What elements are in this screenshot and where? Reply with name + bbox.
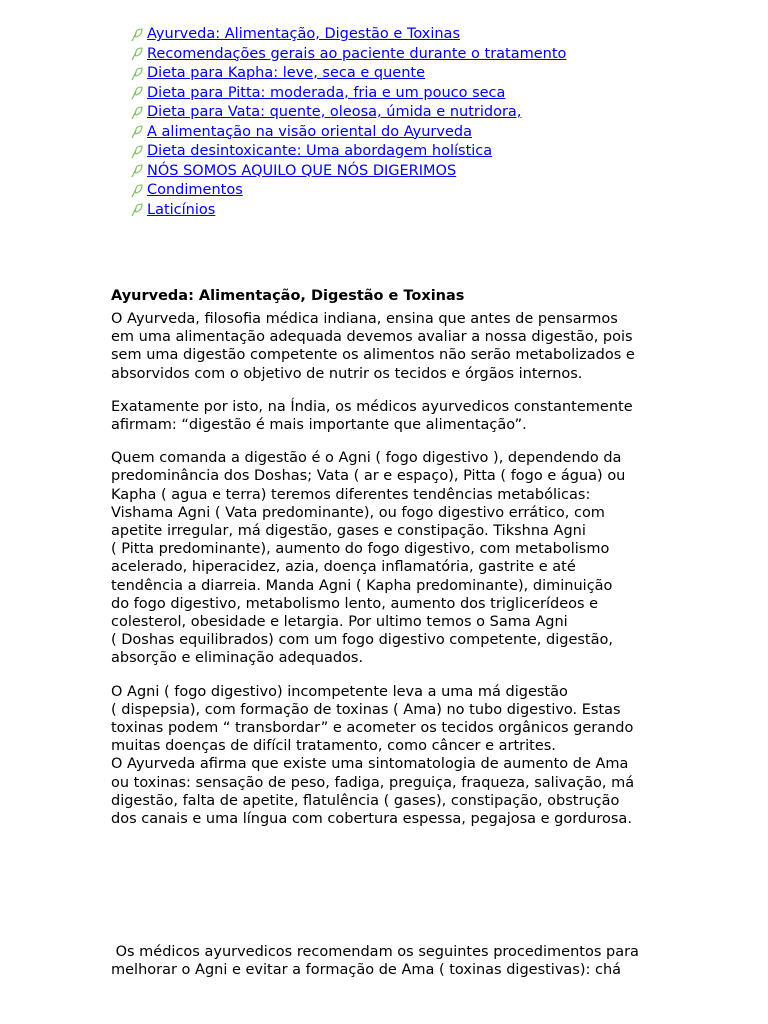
toc-item <box>130 64 566 84</box>
toc-link[interactable]: Condimentos <box>147 182 243 198</box>
text-line: Vishama Agni ( Vata predominante), ou fogo digestivo errático, com <box>111 504 605 521</box>
text-line: sem uma digestão competente os alimentos não serão metabolizados e <box>111 347 635 364</box>
toc-link[interactable]: Dieta para Kapha: leve, seca e quente <box>147 65 426 81</box>
toc-link[interactable]: Dieta para Vata: quente, oleosa, úmida e nutridora, <box>147 104 522 120</box>
text-line: toxinas podem “ transbordar” e acometer os tecidos orgânicos gerando <box>111 720 634 737</box>
text-line: melhorar o Agni e evitar a formação de Ama ( toxinas digestivas): chá <box>111 962 622 979</box>
toc-link[interactable]: Recomendações gerais ao paciente durante o tratamento <box>147 45 567 62</box>
article <box>111 287 681 843</box>
text-line: Kapha ( agua e terra) teremos diferentes tendências metabólicas: <box>111 486 591 503</box>
text-line: predominância dos Doshas; Vata ( ar e espaço), Pitta ( fogo e água) ou <box>111 468 626 485</box>
article-title: Ayurveda: Alimentação, Digestão e Toxinas <box>111 288 465 304</box>
leaf-icon <box>130 106 143 120</box>
text-line: O Ayurveda, filosofia médica indiana, ensina que antes de pensarmos <box>111 311 618 327</box>
toc-item <box>130 142 566 162</box>
paragraph-agni-types <box>111 449 681 667</box>
leaf-icon <box>130 86 143 100</box>
text-line: Quem comanda a digestão é o Agni ( fogo digestivo ), dependendo da <box>111 450 622 467</box>
text-line: ( Doshas equilibrados) com um fogo digestivo competente, digestão, <box>111 632 613 649</box>
paragraph-intro <box>111 310 681 383</box>
text-line: O Ayurveda afirma que existe uma sintomatologia de aumento de Ama <box>111 756 629 773</box>
table-of-contents <box>130 25 566 220</box>
toc-link[interactable]: Dieta desintoxicante: Uma abordagem holística <box>147 143 493 159</box>
leaf-icon <box>130 203 143 217</box>
toc-item <box>130 181 566 201</box>
leaf-icon <box>130 47 143 61</box>
text-line: absorvidos com o objetivo de nutrir os tecidos e órgãos internos. <box>111 365 583 382</box>
paragraph-recommendations <box>111 943 681 979</box>
text-line: Os médicos ayurvedicos recomendam os seguintes procedimentos para <box>111 944 639 960</box>
text-line: em uma alimentação adequada devemos avaliar a nossa digestão, pois <box>111 329 633 346</box>
leaf-icon <box>130 67 143 81</box>
text-line: ( dispepsia), com formação de toxinas ( Ama) no tubo digestivo. Estas <box>111 701 621 718</box>
text-line: O Agni ( fogo digestivo) incompetente leva a uma má digestão <box>111 683 568 700</box>
text-line: afirmam: “digestão é mais importante que alimentação”. <box>111 417 527 434</box>
toc-item <box>130 103 566 123</box>
leaf-icon <box>130 145 143 159</box>
toc-item <box>130 45 566 65</box>
leaf-icon <box>130 125 143 139</box>
text-line: colesterol, obesidade e letargia. Por ultimo temos o Sama Agni <box>111 614 568 631</box>
toc-link[interactable]: Laticínios <box>147 201 216 218</box>
text-line: digestão, falta de apetite, flatulência ( gases), constipação, obstrução <box>111 792 620 809</box>
paragraph-symptoms <box>111 755 681 828</box>
toc-link[interactable]: Dieta para Pitta: moderada, fria e um pouco seca <box>147 84 506 101</box>
text-line: do fogo digestivo, metabolismo lento, aumento dos triglicerídeos e <box>111 595 599 612</box>
text-line: dos canais e uma língua com cobertura espessa, pegajosa e gordurosa. <box>111 811 632 828</box>
toc-link[interactable]: A alimentação na visão oriental do Ayurveda <box>147 123 472 140</box>
text-line: acelerado, hiperacidez, azia, doença inflamatória, gastrite e até <box>111 559 576 576</box>
leaf-icon <box>130 184 143 198</box>
paragraph-toxins <box>111 683 681 756</box>
paragraph-digestion-quote <box>111 398 681 434</box>
toc-link[interactable]: Ayurveda: Alimentação, Digestão e Toxinas <box>147 26 460 42</box>
text-line: ( Pitta predominante), aumento do fogo digestivo, com metabolismo <box>111 541 610 558</box>
toc-item <box>130 162 566 182</box>
leaf-icon <box>130 164 143 178</box>
toc-link[interactable]: NÓS SOMOS AQUILO QUE NÓS DIGERIMOS <box>147 162 457 179</box>
text-line: muitas doenças de difícil tratamento, como câncer e artrites. <box>111 738 556 755</box>
text-line: ou toxinas: sensação de peso, fadiga, preguiça, fraqueza, salivação, má <box>111 774 635 791</box>
leaf-icon <box>130 28 143 42</box>
toc-item <box>130 201 566 221</box>
toc-item <box>130 123 566 143</box>
text-line: Exatamente por isto, na Índia, os médicos ayurvedicos constantemente <box>111 398 633 415</box>
text-line: tendência a diarreia. Manda Agni ( Kapha predominante), diminuição <box>111 577 613 594</box>
toc-item <box>130 25 566 45</box>
text-line: absorção e eliminação adequados. <box>111 650 364 667</box>
text-line: apetite irregular, má digestão, gases e constipação. Tikshna Agni <box>111 523 586 540</box>
toc-item <box>130 84 566 104</box>
